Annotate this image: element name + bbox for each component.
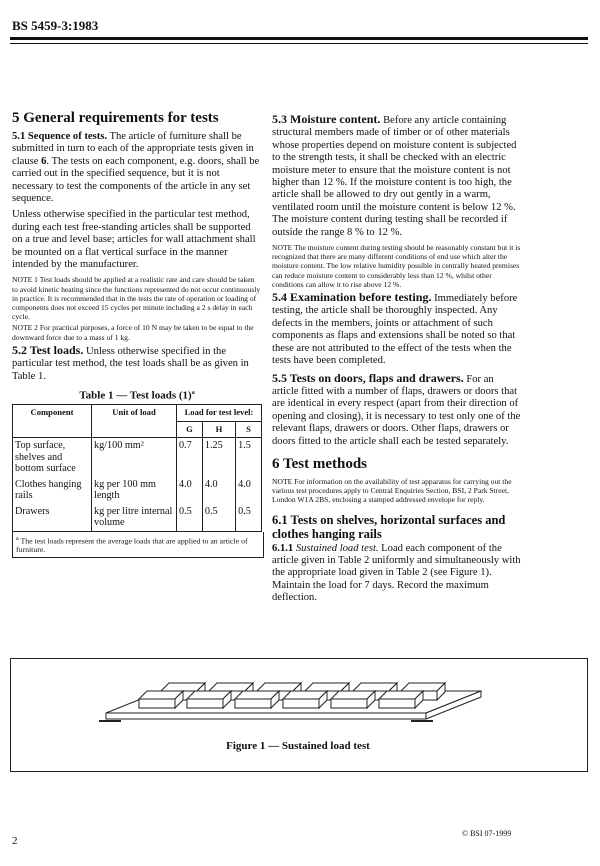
note-2: NOTE 2 For practical purposes, a force of 10 N may be taken to be equal to the downward force due to a mass of 1 kg.: [12, 323, 254, 342]
clause-5-1-para2: Unless otherwise specified in the particular test method, during each test free-standing articles shall be supported on a true and level base; articles for wall attachment shall be mounted on a flat vertical surface in the manner intended by the manufacturer.: [12, 209, 256, 271]
clause-5-1: [12, 131, 262, 205]
th-component: Component: [13, 405, 92, 438]
cell-component: Top surface, shelves and bottom surface: [13, 438, 92, 477]
load-bag-front: [283, 699, 319, 708]
note-1: NOTE 1 Test loads should be applied at a realistic rate and care should be taken to avoid kinetic heating since the functions represented do not occur continuously in practice. It is recommended that in the tests the rate of operation or loading of components does not exceed 15 cycles per minute including a 2 s delay in each cycle.: [12, 275, 261, 322]
copyright: © BSI 07-1999: [462, 829, 512, 838]
clause-ref: 6: [41, 155, 47, 167]
header-rule: [10, 37, 588, 40]
section-5-title: 5 General requirements for tests: [12, 110, 219, 126]
clause-6-1-1-text: Load each component of the article given in Table 2 uniformly and simultaneously with the appropriate load given in Table 2 (see Figure 1). Maintain the load for 7 days. Record the maximum deflection.: [272, 542, 521, 604]
footnote-mark: a: [16, 535, 19, 542]
table-1-footnote: $^a$ The test loads represent the average loads that are applied to an article of furniture.: [12, 532, 264, 559]
right-column: [272, 113, 522, 609]
cell-h: 0.5: [202, 504, 235, 532]
clause-5-2-text: Unless otherwise specified in the particular test method, the test loads shall be as given in Table 1.: [12, 345, 249, 382]
load-bag-front: [331, 699, 367, 708]
clause-5-2-heading: 5.2 Test loads.: [12, 342, 84, 357]
cell-h: 1.25: [202, 438, 235, 477]
clause-6-1-1: [272, 543, 522, 605]
th-s: S: [236, 421, 262, 438]
cell-component: Drawers: [13, 504, 92, 532]
cell-g: 0.5: [177, 504, 203, 532]
load-bag-front: [187, 699, 223, 708]
clause-5-1-heading: 5.1 Sequence of tests.: [12, 131, 108, 142]
cell-s: 0.5: [236, 504, 262, 532]
clause-5-4-text: Immediately before testing, the article shall be thoroughly inspected. Any defects in the members, joints or attachment of such components as flaps and extensions shall be noted so that these are not attributed to the effect of the tests when the tests have been completed.: [272, 293, 518, 367]
cell-g: 0.7: [177, 438, 203, 477]
clause-5-3-text: Before any article containing structural members made of timber or of other materials whose properties depend on moisture content is subjected to the strength tests, it shall be checked with an electric moisture meter to ensure that the moisture content is not higher than 12 %. If the moisture content is too high, the article shall be allowed to dry out gently in a warm, ventilated room until the moisture content is below 12 %. The moisture content during testing shall be recorded if outside the range 8 % to 12 %.: [272, 115, 517, 238]
clause-5-4-heading: 5.4 Examination before testing.: [272, 290, 432, 305]
cell-unit: kg per 100 mm length: [92, 477, 177, 504]
cell-s: 4.0: [236, 477, 262, 504]
header-rule-thin: [10, 43, 588, 44]
cell-unit: kg per litre internal volume: [92, 504, 177, 532]
figure-1-frame: [10, 658, 588, 772]
table-1: [12, 404, 262, 532]
page-number: 2: [12, 835, 18, 847]
clause-6-1-1-number: 6.1.1: [272, 542, 296, 554]
table-1-caption: Table 1 — Test loads $(1)^a$: [79, 389, 195, 402]
clause-5-5-heading: 5.5 Tests on doors, flaps and drawers.: [272, 370, 464, 385]
th-load: Load for test level:: [177, 405, 262, 422]
th-g: G: [177, 421, 203, 438]
clause-5-5-text: For an article fitted with a number of flaps, drawers or doors that are identical in every respect (apart from their direction of opening and closing), it is necessary to test only one of the relevant flaps, drawers or doors. Other flaps, drawers or doors fitted to the article shall each be tested separately.: [272, 373, 521, 447]
cell-unit: kg/100 mm²: [92, 438, 177, 477]
shelf-front: [106, 713, 426, 719]
figure-1-caption: Figure 1 — Sustained load test: [226, 740, 370, 752]
clause-5-1-text-cont: . The tests on each component, e.g. doors, shall be carried out in the specified sequence, but it is not necessary to test the components of the article in any set sequence.: [12, 155, 260, 205]
clause-5-5: [272, 372, 522, 448]
cell-h: 4.0: [202, 477, 235, 504]
clause-5-4: [272, 291, 522, 367]
section-6-title: 6 Test methods: [272, 455, 368, 472]
left-column: [12, 110, 262, 558]
cell-component: Clothes hanging rails: [13, 477, 92, 504]
clause-6-1-1-title: Sustained load test.: [295, 542, 379, 554]
clause-5-1-text: The article of furniture shall be submitted in turn to each of the appropriate tests given in clause: [12, 131, 254, 167]
sustained-load-illustration: [11, 659, 587, 739]
cell-s: 1.5: [236, 438, 262, 477]
clause-5-3-heading: 5.3 Moisture content.: [272, 112, 381, 126]
clause-6-1-heading: 6.1 Tests on shelves, horizontal surfaces and clothes hanging rails: [272, 512, 506, 541]
cell-g: 4.0: [177, 477, 203, 504]
load-bag-front: [139, 699, 175, 708]
th-unit: Unit of load: [92, 405, 177, 438]
load-bag-front: [379, 699, 415, 708]
note-6: NOTE For information on the availability of test apparatus for carrying out the various test procedures apply to Central Enquiries Section, BSI, 2 Park Street, London W1A 2BS, enclosing a stamped addressed envelope for reply.: [272, 476, 512, 505]
table-row: [13, 477, 262, 504]
clause-5-2: [12, 344, 262, 383]
th-h: H: [202, 421, 235, 438]
load-bag-front: [235, 699, 271, 708]
note-5-3: NOTE The moisture content during testing should be reasonably constant but it is recognized that there are many different conditions of end use which alter the moisture content. The low relative humidity possible in centrally heated premises can reduce moisture content to considerably less than 12 %, whilst other conditions can allow it to rise above 12 %.: [272, 243, 521, 289]
document-code: BS 5459-3:1983: [12, 18, 99, 33]
caption-footnote-mark: a: [191, 390, 195, 397]
clause-5-3: [272, 113, 522, 239]
table-row: [13, 438, 262, 477]
table-row: [13, 504, 262, 532]
